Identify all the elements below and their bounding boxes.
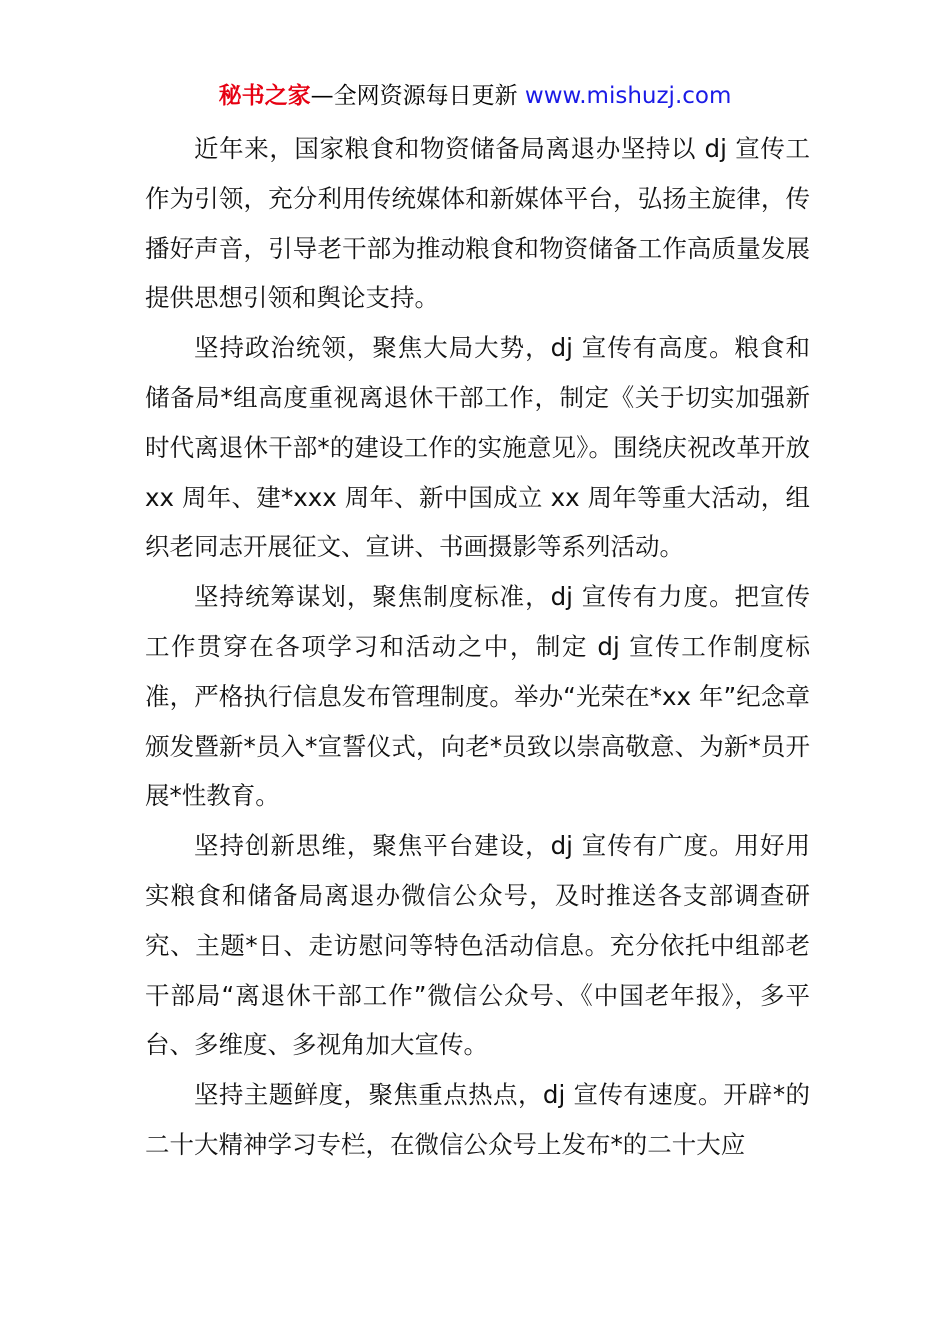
- header-slogan: —全网资源每日更新: [310, 83, 518, 109]
- paragraph-overall-planning: 坚持统筹谋划，聚焦制度标准，dj 宣传有力度。把宣传工作贯穿在各项学习和活动之中，制定 dj 宣传工作制度标准，严格执行信息发布管理制度。举办“光荣在*xx 年”纪念章颁发暨新*员入*宣誓仪式，向老*员致以崇高敬意、为新*员开展*性教育。: [145, 582, 810, 811]
- page-header: [0, 80, 950, 112]
- paragraph-intro: 近年来，国家粮食和物资储备局离退办坚持以 dj 宣传工作为引领，充分利用传统媒体和新媒体平台，弘扬主旋律，传播好声音，引导老干部为推动粮食和物资储备工作高质量发展提供思想引领和舆论支持。: [145, 134, 810, 313]
- document-body: [145, 124, 810, 1170]
- paragraph-political-leadership: 坚持政治统领，聚焦大局大势，dj 宣传有高度。粮食和储备局*组高度重视离退休干部工作，制定《关于切实加强新时代离退休干部*的建设工作的实施意见》。围绕庆祝改革开放 xx 周年、建*xxx 周年、新中国成立 xx 周年等重大活动，组织老同志开展征文、宣讲、书画摄影等系列活动。: [145, 333, 810, 562]
- site-url-link[interactable]: www.mishuzj.com: [524, 83, 732, 109]
- brand-name: 秘书之家: [218, 83, 311, 109]
- paragraph-innovative-thinking: 坚持创新思维，聚焦平台建设，dj 宣传有广度。用好用实粮食和储备局离退办微信公众号，及时推送各支部调查研究、主题*日、走访慰问等特色活动信息。充分依托中组部老干部局“离退休干部工作”微信公众号、《中国老年报》，多平台、多维度、多视角加大宣传。: [145, 831, 810, 1060]
- paragraph-theme-freshness: 坚持主题鲜度，聚焦重点热点，dj 宣传有速度。开辟*的二十大精神学习专栏，在微信公众号上发布*的二十大应: [145, 1080, 810, 1159]
